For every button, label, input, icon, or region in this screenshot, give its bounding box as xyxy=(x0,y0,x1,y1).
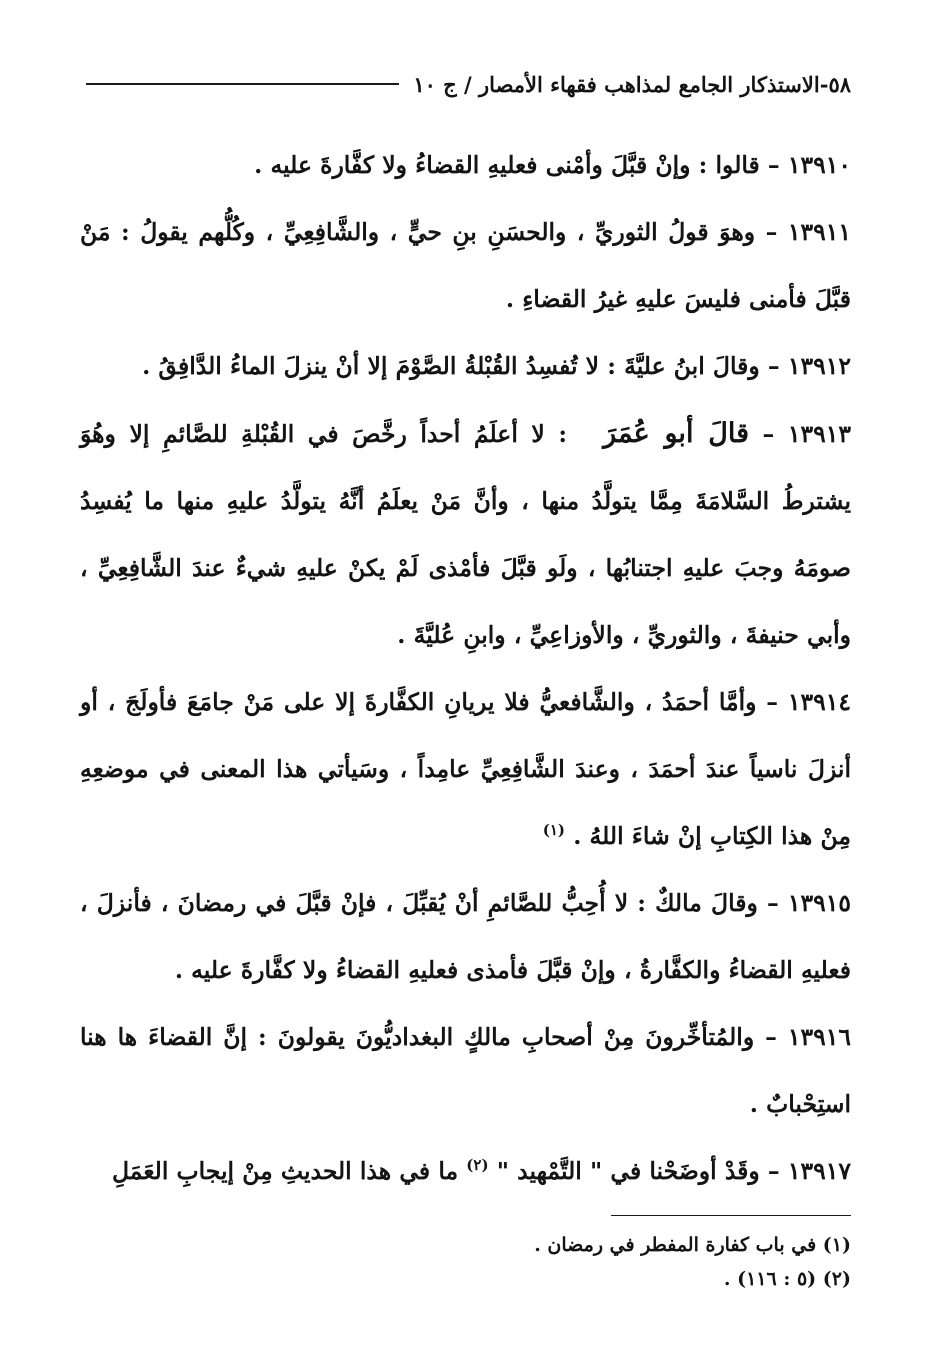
paragraph-13914: ١٣٩١٤ – وأمَّا أحمَدُ ، والشَّافعيُّ فلا يريانِ الكفَّارةَ إلا على مَنْ جامَعَ فأولَجَ ، أو أنزلَ ناسياً عندَ أحمَدَ ، وعندَ الشَّافِعِيِّ عامِداً ، وسَيأتي هذا المعنى في موضعِهِ مِنْ هذا الكِتابِ إنْ شاءَ اللهُ . $^{(١)}$ xyxy=(80,669,851,870)
paragraph-number: ١٣٩١٦ xyxy=(787,1023,851,1051)
footnotes xyxy=(80,1228,851,1296)
paragraph-text: وقالَ مالكٌ : لا أُحِبُّ للصَّائمِ أنْ يُقبِّلَ ، فإنْ قبَّلَ في رمضانَ ، فأنزلَ ، فعليهِ القضاءُ والكفَّارةُ ، وإنْ قبَّلَ فأمذى فعليهِ القضاءُ ولا كفَّارةَ عليه . xyxy=(80,889,851,984)
speaker-heading: قالَ أبو عُمَرَ xyxy=(603,418,749,449)
paragraph-13917: ١٣٩١٧ – وقَدْ أوضَحْنا في " التَّمْهيد " $^{(٢)}$ ما في هذا الحديثِ مِنْ إيجابِ العَمَلِ xyxy=(80,1138,851,1205)
paragraph-13913: ١٣٩١٣ – قالَ أبو عُمَرَ: لا أعلَمُ أحداً رخَّصَ في القُبْلةِ للصَّائمِ إلا وهُوَ يشترطُ السَّلامَةَ مِمَّا يتولَّدُ منها ، وأنَّ مَنْ يعلَمُ أنَّهُ يتولَّدُ عليهِ منها ما يُفسِدُ صومَهُ وجبَ عليهِ اجتنابُها ، ولَو قبَّلَ فأمْذى لَمْ يكنْ عليهِ شيءٌ عندَ الشَّافِعِيِّ ، وأبي حنيفةَ ، والثوريِّ ، والأوزاعِيِّ ، وابنِ عُليَّةَ . xyxy=(80,400,851,669)
page-number: ٥٨ xyxy=(828,71,851,97)
paragraph-13916: ١٣٩١٦ – والمُتأخِّرونَ مِنْ أصحابِ مالكٍ البغداديُّونَ يقولونَ : إنَّ القضاءَ ها هنا استِحْبابٌ . xyxy=(80,1004,851,1138)
paragraph-number: ١٣٩١٤ xyxy=(787,688,851,716)
footnote-1: (١) في باب كفارة المفطر في رمضان . xyxy=(534,1234,851,1256)
footnote-2: (٢) (٥ : ١١٦) . xyxy=(723,1268,851,1290)
paragraph-number: ١٣٩١٣ xyxy=(787,420,851,448)
header-rule xyxy=(86,83,399,85)
footnote-reference[interactable]: (١) xyxy=(542,821,565,840)
paragraph-number: ١٣٩١٢ xyxy=(787,352,851,380)
book-title: الاستذكار الجامع لمذاهب فقهاء الأمصار / ج ١٠ xyxy=(413,71,820,97)
running-header xyxy=(86,64,851,104)
paragraph-13915: ١٣٩١٥ – وقالَ مالكٌ : لا أُحِبُّ للصَّائمِ أنْ يُقبِّلَ ، فإنْ قبَّلَ في رمضانَ ، فأنزلَ ، فعليهِ القضاءُ والكفَّارةُ ، وإنْ قبَّلَ فأمذى فعليهِ القضاءُ ولا كفَّارةَ عليه . xyxy=(80,870,851,1004)
main-text xyxy=(80,132,851,1205)
paragraph-text: وهوَ قولُ الثوريِّ ، والحسَنِ بنِ حيٍّ ، والشَّافِعِيِّ ، وكُلُّهم يقولُ : مَنْ قبَّلَ فأمنى فليسَ عليهِ غيرُ القضاءِ . xyxy=(80,218,851,313)
paragraph-text: : لا أعلَمُ أحداً رخَّصَ في القُبْلةِ للصَّائمِ إلا وهُوَ يشترطُ السَّلامَةَ مِمَّا يتولَّدُ منها ، وأنَّ مَنْ يعلَمُ أنَّهُ يتولَّدُ عليهِ منها ما يُفسِدُ صومَهُ وجبَ عليهِ اجتنابُها ، ولَو قبَّلَ فأمْذى لَمْ يكنْ عليهِ شيءٌ عندَ الشَّافِعِيِّ ، وأبي حنيفةَ ، والثوريِّ ، والأوزاعِيِّ ، وابنِ عُليَّةَ . xyxy=(80,420,851,649)
paragraph-text: قالوا : وإنْ قبَّلَ وأمْنى فعليهِ القضاءُ ولا كفَّارةَ عليه . xyxy=(254,151,760,179)
footnote-reference[interactable]: (٢) xyxy=(466,1156,489,1175)
paragraph-text: وقالَ ابنُ عليَّةَ : لا تُفسِدُ القُبْلةُ الصَّوْمَ إلا أنْ ينزلَ الماءُ الدَّافِقُ . xyxy=(142,352,760,380)
paragraph-text: ما في هذا الحديثِ مِنْ إيجابِ العَمَلِ xyxy=(111,1157,459,1185)
paragraph-number: ١٣٩١٥ xyxy=(787,889,851,917)
paragraph-13911: ١٣٩١١ – وهوَ قولُ الثوريِّ ، والحسَنِ بنِ حيٍّ ، والشَّافِعِيِّ ، وكُلُّهم يقولُ : مَنْ قبَّلَ فأمنى فليسَ عليهِ غيرُ القضاءِ . xyxy=(80,199,851,333)
paragraph-number: ١٣٩١٧ xyxy=(787,1157,851,1185)
paragraph-13912: ١٣٩١٢ – وقالَ ابنُ عليَّةَ : لا تُفسِدُ القُبْلةُ الصَّوْمَ إلا أنْ ينزلَ الماءُ الدَّافِقُ . xyxy=(80,333,851,400)
paragraph-number: ١٣٩١١ xyxy=(787,218,852,246)
paragraph-text-before: وقَدْ أوضَحْنا في " التَّمْهيد " xyxy=(496,1157,760,1185)
footnote-rule xyxy=(611,1215,851,1216)
paragraph-13910: ١٣٩١٠ – قالوا : وإنْ قبَّلَ وأمْنى فعليهِ القضاءُ ولا كفَّارةَ عليه . xyxy=(80,132,851,199)
paragraph-number: ١٣٩١٠ xyxy=(787,151,851,179)
paragraph-text: وأمَّا أحمَدُ ، والشَّافعيُّ فلا يريانِ الكفَّارةَ إلا على مَنْ جامَعَ فأولَجَ ، أو أنزلَ ناسياً عندَ أحمَدَ ، وعندَ الشَّافِعِيِّ عامِداً ، وسَيأتي هذا المعنى في موضعِهِ مِنْ هذا الكِتابِ إنْ شاءَ اللهُ . xyxy=(80,688,851,850)
paragraph-text: والمُتأخِّرونَ مِنْ أصحابِ مالكٍ البغداديُّونَ يقولونَ : إنَّ القضاءَ ها هنا استِحْبابٌ . xyxy=(80,1023,851,1118)
header-separator: - xyxy=(819,71,829,97)
